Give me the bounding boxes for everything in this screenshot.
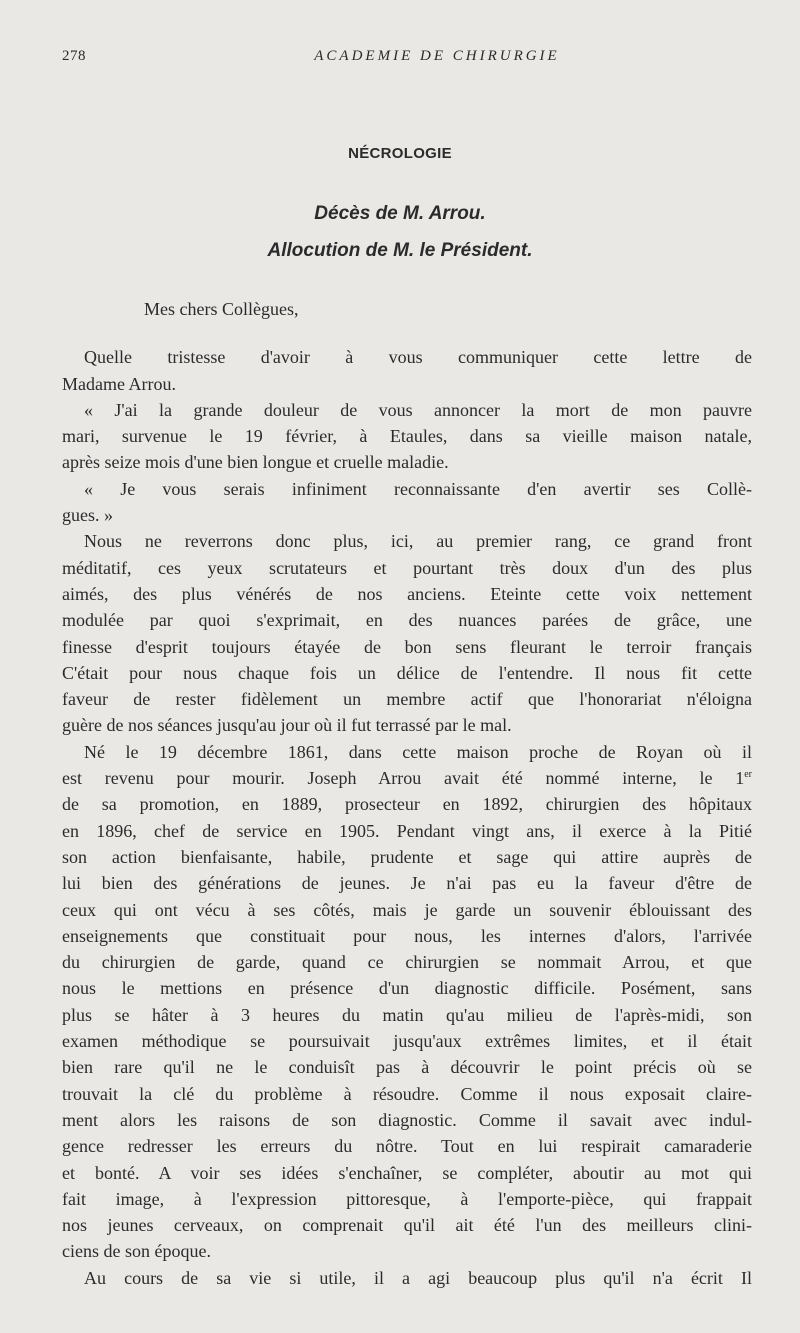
text-line: en 1896, chef de service en 1905. Pendant vingt ans, il exerce à la Pitié (62, 820, 752, 841)
salutation: Mes chers Collègues, (144, 299, 299, 319)
text-line: « J'ai la grande douleur de vous annoncer la mort de mon pauvre (84, 399, 752, 420)
text-line: son action bienfaisante, habile, prudente et sage qui attire auprès de (62, 846, 752, 867)
text-line: examen méthodique se poursuivait jusqu'aux extrêmes limites, et il était (62, 1031, 752, 1052)
text-line: plus se hâter à 3 heures du matin qu'au milieu de l'après-midi, son (62, 1004, 752, 1025)
article-subtitle: Allocution de M. le Président. (267, 240, 533, 261)
section-title: NÉCROLOGIE (348, 145, 452, 162)
text-line: faveur de rester fidèlement un membre actif que l'honorariat n'éloigna (62, 689, 752, 710)
text-line: mari, survenue le 19 février, à Etaules, dans sa vieille maison natale, (62, 426, 752, 447)
text-line: méditatif, ces yeux scrutateurs et pourtant très doux d'un des plus (62, 557, 752, 578)
text-line: après seize mois d'une bien longue et cruelle maladie. (62, 452, 449, 473)
text-line: fait image, à l'expression pittoresque, à l'emporte-pièce, qui frappait (62, 1188, 752, 1209)
text-line: aimés, des plus vénérés de nos anciens. Eteinte cette voix nettement (62, 583, 752, 604)
text-line: « Je vous serais infiniment reconnaissante d'en avertir ses Collè- (84, 478, 752, 499)
text-line: enseignements que constituait pour nous, les internes d'alors, l'arrivée (62, 925, 752, 946)
text-line: Quelle tristesse d'avoir à vous communiquer cette lettre de (84, 347, 752, 368)
text-line: Né le 19 décembre 1861, dans cette maison proche de Royan où il (84, 741, 752, 762)
text-line: guère de nos séances jusqu'au jour où il fut terrassé par le mal. (62, 715, 512, 736)
text-line: ment alors les raisons de son diagnostic. Comme il savait avec indul- (62, 1109, 752, 1130)
text-line: lui bien des générations de jeunes. Je n'ai pas eu la faveur d'être de (62, 873, 752, 894)
text-line: bien rare qu'il ne le conduisît pas à découvrir le point précis où se (62, 1057, 752, 1078)
body-text (62, 296, 752, 1291)
text-line: modulée par quoi s'exprimait, en des nuances parées de grâce, une (62, 610, 752, 631)
text-line: Nous ne reverrons donc plus, ici, au premier rang, ce grand front (84, 531, 752, 552)
text-line: de sa promotion, en 1889, prosecteur en 1892, chirurgien des hôpitaux (62, 794, 752, 815)
text-line: gence redresser les erreurs du nôtre. Tout en lui respirait camaraderie (62, 1136, 752, 1157)
text-line: Au cours de sa vie si utile, il a agi beaucoup plus qu'il n'a écrit Il (84, 1267, 752, 1288)
journal-title: ACADEMIE DE CHIRURGIE (314, 48, 560, 64)
text-line: ceux qui ont vécu à ses côtés, mais je garde un souvenir éblouissant des (62, 899, 752, 920)
text-line: nos jeunes cerveaux, on comprenait qu'il ait été l'un des meilleurs clini- (62, 1215, 752, 1236)
running-head (62, 48, 752, 70)
text-line: Madame Arrou. (62, 373, 176, 394)
text-line: trouvait la clé du problème à résoudre. Comme il nous exposait claire- (62, 1083, 752, 1104)
text-line: nous le mettions en présence d'un diagnostic difficile. Posément, sans (62, 978, 752, 999)
text-line: ciens de son époque. (62, 1241, 211, 1262)
text-line: gues. » (62, 505, 113, 526)
text-line: C'était pour nous chaque fois un délice de l'entendre. Il nous fit cette (62, 662, 752, 683)
text-line: est revenu pour mourir. Joseph Arrou avait été nommé interne, le 1er (62, 768, 752, 789)
text-line: finesse d'esprit toujours étayée de bon sens fleurant le terroir français (62, 636, 752, 657)
article-title: Décès de M. Arrou. (314, 203, 486, 224)
text-line: du chirurgien de garde, quand ce chirurgien se nommait Arrou, et que (62, 952, 752, 973)
text-line: et bonté. A voir ses idées s'enchaîner, se compléter, aboutir au mot qui (62, 1162, 752, 1183)
page-number: 278 (62, 48, 86, 64)
